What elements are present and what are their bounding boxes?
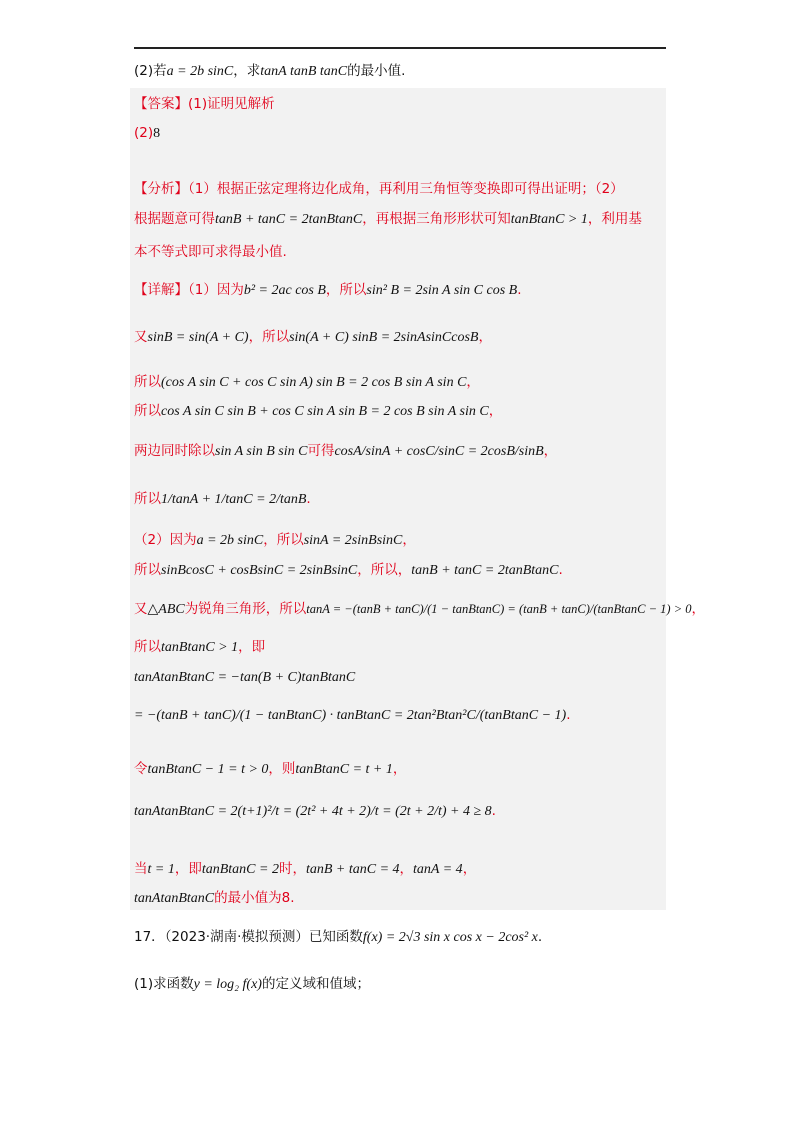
detail-math: t = 1 [147,862,175,877]
detail-math: tanB + tanC = 4 [305,862,400,877]
analysis-line-1: 【分析】（1）根据正弦定理将边化成角，再利用三角恒等变换即可得出证明；（2） [134,181,624,197]
detail-line-12 [134,706,570,725]
detail-math: sinA = 2sinBsinC [303,533,403,548]
detail-text: . [558,562,563,578]
detail-text: ，所以 [325,282,367,298]
detail-text: ，则 [268,761,296,777]
detail-text: ，所以 [248,329,290,345]
detail-text: 所以 [134,491,161,507]
detail-math: △ABC [147,602,185,617]
analysis-line-3: 本不等式即可求得最小值. [134,244,287,260]
q17-1-function: y = log₂ f(x) [193,977,262,992]
detail-text: ， [488,403,503,419]
detail-math: (cos A sin C + cos C sin A) sin B = 2 cos B sin A sin C [161,375,467,390]
detail-text: ， [478,329,492,345]
detail-line-9 [134,600,705,619]
detail-line-7 [134,531,416,550]
detail-text: . [517,282,522,298]
detail-text: ， [543,443,558,459]
q2-suffix: 的最小值. [347,63,406,79]
detail-math: a = 2b sinC [196,533,264,548]
detail-text: （2）因为 [134,532,197,548]
detail-line-5 [134,442,557,461]
detail-text: ， [466,374,480,390]
question-17-part-1 [134,975,370,994]
detail-line-11 [134,668,355,687]
answer-part2 [134,124,160,143]
detail-math: sin(A + C) sinB = 2sinAsinCcosB [289,330,479,345]
detail-text: 又 [134,329,148,345]
detail-text: 可得 [307,443,335,459]
q17-number: 17． [134,929,165,945]
detail-text: ， [399,861,414,877]
answer-part2-label: (2) [134,125,154,141]
detail-math: sinBcosC + cosBsinC = 2sinBsinC [161,563,358,578]
analysis-math: tanB + tanC = 2tanBtanC [215,212,363,227]
analysis-math: tanBtanC > 1 [510,212,588,227]
detail-line-1 [134,281,522,300]
detail-text: . [491,803,496,819]
detail-text: ，即 [238,639,266,655]
detail-line-6 [134,490,311,509]
detail-text: 令 [134,761,148,777]
detail-text: 所以 [134,374,161,390]
detail-text: ，所以， [357,562,412,578]
detail-text: 所以 [134,403,161,419]
q2-expression: tanA tanB tanC [260,64,348,79]
detail-math: b² = 2ac cos B [243,283,326,298]
detail-math: tanAtanBtanC = −tan(B + C)tanBtanC [134,670,356,685]
analysis-line-2 [134,210,642,229]
detail-text: 当 [134,861,148,877]
analysis-text: 根据题意可得 [134,211,215,227]
detail-text: ， [691,601,706,617]
detail-text: 所以 [134,562,161,578]
detail-line-16 [134,889,295,908]
answer-part2-value: 8 [153,126,161,141]
analysis-text: ，再根据三角形形状可知 [362,211,511,227]
detail-text: 两边同时除以 [134,443,215,459]
q17-source: （2023·湖南·模拟预测）已知函数 [164,929,363,945]
q17-1-suffix: 的定义域和值域； [261,976,370,992]
detail-text: 【详解】（1）因为 [134,282,244,298]
q2-mid: ，求 [233,63,261,79]
detail-math: sinB = sin(A + C) [147,330,249,345]
detail-text: ， [402,532,416,548]
answer-label: 【答案】(1)证明见解析 [134,96,275,112]
q17-function: f(x) = 2√3 sin x cos x − 2cos² x [362,930,538,945]
detail-text: ， [392,761,407,777]
detail-math: tanBtanC > 1 [161,640,239,655]
q2-condition: a = 2b sinC [166,64,234,79]
detail-math: tanBtanC = 2 [201,862,279,877]
q17-1-prefix: (1)求函数 [134,976,194,992]
detail-text: ，所以 [263,532,304,548]
q17-end: . [537,929,543,945]
detail-line-8 [134,561,563,580]
detail-text: 所以 [134,639,161,655]
detail-line-14 [134,802,496,821]
detail-math: 1/tanA + 1/tanC = 2/tanB [161,492,307,507]
q2-prefix: (2)若 [134,63,167,79]
detail-math: tanA = 4 [413,862,463,877]
detail-text: . [306,491,311,507]
detail-text: ， [462,861,477,877]
detail-line-10 [134,638,265,657]
detail-math: cos A sin C sin B + cos C sin A sin B = 2 cos B sin A sin C [161,404,489,419]
detail-text: 为锐角三角形，所以 [184,601,307,617]
detail-math: sin A sin B sin C [215,444,308,459]
detail-math: tanBtanC = t + 1 [295,762,393,777]
question-17 [134,928,542,947]
detail-text: . [566,707,571,723]
detail-text: ，即 [174,861,202,877]
detail-math: cosA/sinA + cosC/sinC = 2cosB/sinB [334,444,544,459]
detail-line-13 [134,760,406,779]
detail-text: 又 [134,601,148,617]
detail-math: tanB + tanC = 2tanBtanC [411,563,559,578]
detail-math: = −(tanB + tanC)/(1 − tanBtanC) · tanBtanC = 2tan²Btan²C/(tanBtanC − 1) [134,708,567,723]
detail-line-15 [134,860,476,879]
top-rule [134,47,666,49]
detail-line-3 [134,373,480,392]
detail-math: tanBtanC − 1 = t > 0 [147,762,269,777]
detail-math: tanA = −(tanB + tanC)/(1 − tanBtanC) = (tanB + tanC)/(tanBtanC − 1) > 0 [306,602,692,616]
analysis-text: ，利用基 [587,211,642,227]
detail-line-4 [134,402,502,421]
detail-math: tanAtanBtanC [134,891,215,906]
detail-line-2 [134,328,492,347]
detail-text: 的最小值为8. [214,890,295,906]
detail-text: 时， [278,861,306,877]
detail-math: sin² B = 2sin A sin C cos B [366,283,518,298]
detail-math: tanAtanBtanC = 2(t+1)²/t = (2t² + 4t + 2)/t = (2t + 2/t) + 4 ≥ 8 [134,804,492,819]
question-2 [134,62,405,81]
